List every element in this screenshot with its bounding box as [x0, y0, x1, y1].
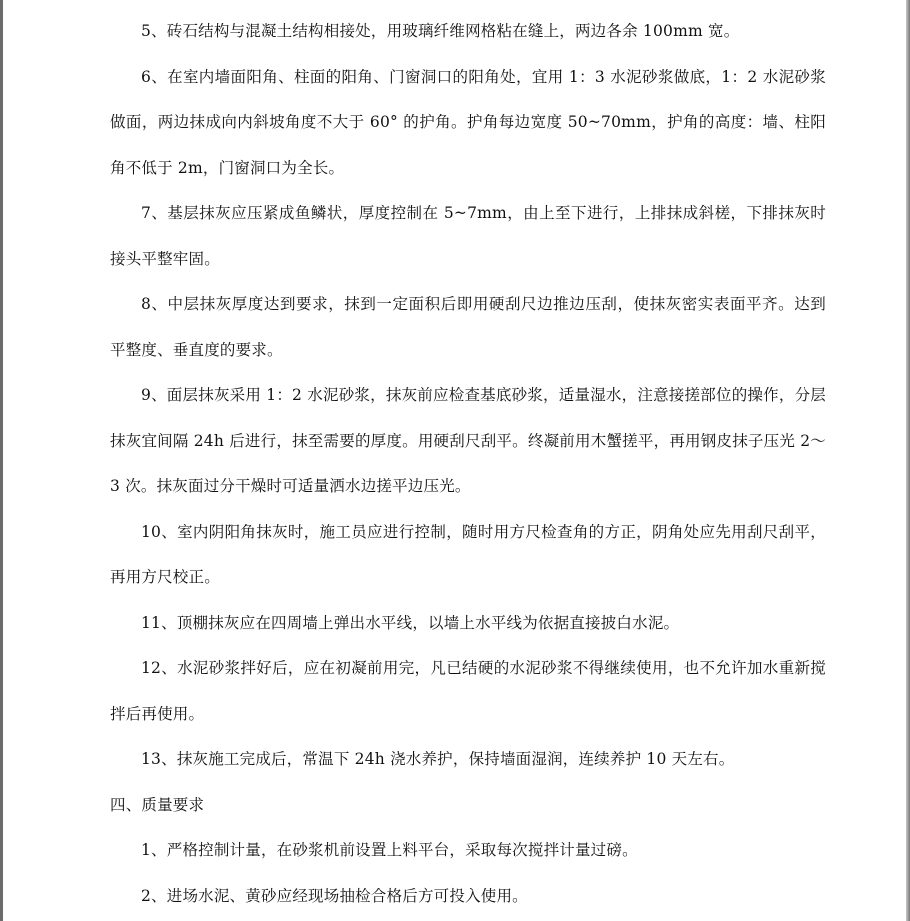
- paragraph-12: 12、水泥砂浆拌好后，应在初凝前用完，凡已结硬的水泥砂浆不得继续使用，也不允许加水重新搅拌后再使用。: [110, 659, 826, 723]
- paragraph-5: 5、砖石结构与混凝土结构相接处，用玻璃纤维网格粘在缝上，两边各余 100mm 宽。: [141, 22, 740, 40]
- section-paragraph-2: 2、进场水泥、黄砂应经现场抽检合格后方可投入使用。: [141, 886, 528, 905]
- section-heading: 四、质量要求: [110, 795, 205, 814]
- section-paragraph-1: 1、严格控制计量，在砂浆机前设置上料平台，采取每次搅拌计量过磅。: [141, 841, 638, 859]
- paragraph-10: 10、室内阴阳角抹灰时，施工员应进行控制，随时用方尺检查角的方正，阴角处应先用刮尺刮平，再用方尺校正。: [110, 522, 826, 586]
- paragraph-9: 9、面层抹灰采用 1：2 水泥砂浆，抹灰前应检查基底砂浆，适量湿水，注意接搓部位的操作，分层抹灰宜间隔 24h 后进行，抹至需要的厚度。用硬刮尺刮平。终凝前用木蟹搓平，再用钢皮抹子压光 2～3 次。抹灰面过分干燥时可适量洒水边搓平边压光。: [110, 386, 826, 495]
- page-left-border: [0, 0, 3, 921]
- paragraph-13: 13、抹灰施工完成后，常温下 24h 浇水养护，保持墙面湿润，连续养护 10 天左右。: [141, 750, 735, 768]
- page-right-border: [906, 0, 910, 921]
- paragraph-6: 6、在室内墙面阳角、柱面的阳角、门窗洞口的阳角处，宜用 1：3 水泥砂浆做底，1：2 水泥砂浆做面，两边抹成向内斜坡角度不大于 60° 的护角。护角每边宽度 50~70mm，护角的高度：墙、柱阳角不低于 2m，门窗洞口为全长。: [110, 67, 826, 177]
- document-body: [110, 9, 826, 919]
- paragraph-11: 11、顶棚抹灰应在四周墙上弹出水平线，以墙上水平线为依据直接披白水泥。: [141, 613, 680, 632]
- paragraph-8: 8、中层抹灰厚度达到要求，抹到一定面积后即用硬刮尺边推边压刮，使抹灰密实表面平齐。达到平整度、垂直度的要求。: [110, 295, 826, 359]
- paragraph-7: 7、基层抹灰应压紧成鱼鳞状，厚度控制在 5~7mm，由上至下进行，上排抹成斜槎，下排抹灰时接头平整牢固。: [110, 204, 826, 268]
